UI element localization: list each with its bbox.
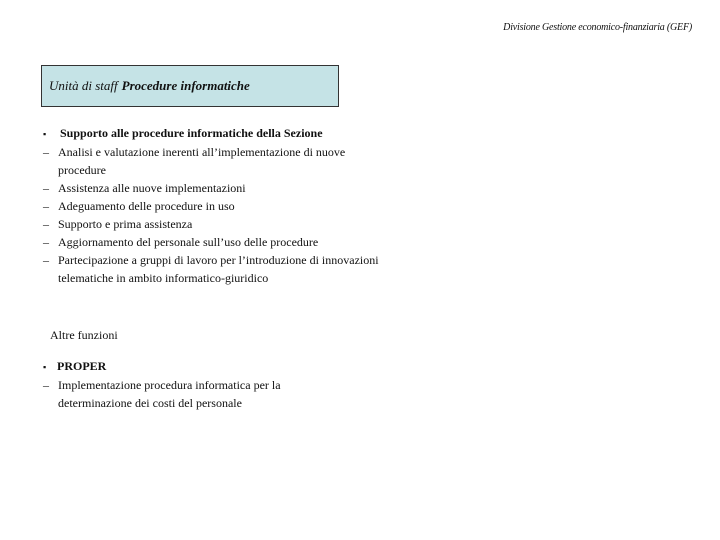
list-item (43, 143, 393, 179)
section-heading (43, 124, 393, 143)
list-item (43, 251, 393, 287)
division-header: Divisione Gestione economico-finanziaria (GEF) (503, 22, 692, 33)
dash-marker: – (43, 145, 49, 159)
dash-marker: – (43, 217, 49, 231)
list-item-text: Adeguamento delle procedure in uso (58, 199, 235, 213)
section-heading (43, 357, 343, 376)
other-functions-label: Altre funzioni (50, 328, 118, 342)
section-support (43, 124, 393, 287)
dash-marker: – (43, 378, 49, 392)
list-item (43, 215, 393, 233)
list-item (43, 179, 393, 197)
list-item-text: Partecipazione a gruppi di lavoro per l’introduzione di innovazioni telematiche in ambito informatico-giuridico (58, 253, 379, 285)
dash-marker: – (43, 181, 49, 195)
list-item (43, 233, 393, 251)
list-item-text: Assistenza alle nuove implementazioni (58, 181, 246, 195)
list-item-text: Analisi e valutazione inerenti all’implementazione di nuove procedure (58, 145, 346, 177)
list-item (43, 197, 393, 215)
section-title: PROPER (57, 359, 107, 373)
list-item (43, 376, 343, 412)
dash-marker: – (43, 199, 49, 213)
square-bullet-icon: ▪ (43, 129, 47, 139)
square-bullet-icon: ▪ (43, 362, 47, 372)
section-other (43, 357, 343, 412)
dash-marker: – (43, 253, 49, 267)
list-item-text: Aggiornamento del personale sull’uso delle procedure (58, 235, 319, 249)
unit-title-box (41, 65, 339, 107)
section-title: Supporto alle procedure informatiche della Sezione (60, 126, 323, 140)
dash-marker: – (43, 235, 49, 249)
list-item-text: Implementazione procedura informatica per la determinazione dei costi del personale (58, 378, 281, 410)
list-item-text: Supporto e prima assistenza (58, 217, 193, 231)
unit-name: Procedure informatiche (121, 78, 250, 93)
unit-prefix: Unità di staff (49, 78, 118, 93)
